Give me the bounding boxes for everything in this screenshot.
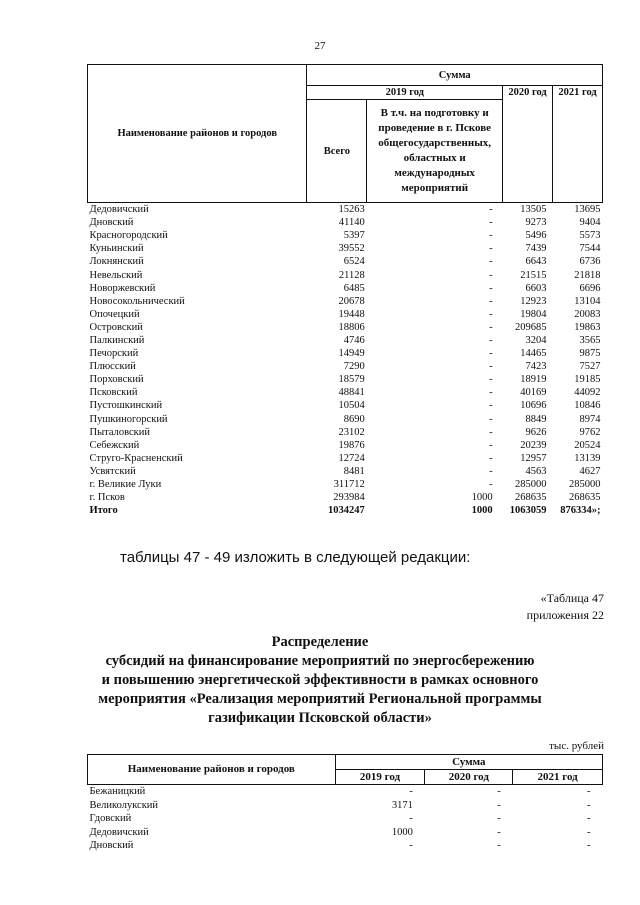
value-2019-total: 19876 [338, 439, 365, 451]
value-2020: - [497, 826, 501, 838]
value-2021: 13139 [574, 452, 601, 464]
value-2020: 5496 [525, 230, 547, 242]
value-2019-total: 6485 [343, 282, 365, 294]
gasification-subsidy-table [87, 754, 603, 853]
value-2021: 6696 [579, 282, 601, 294]
table-row [88, 785, 603, 799]
header-year-2020: 2020 год [503, 86, 553, 203]
value-2021: 5573 [579, 230, 601, 242]
table-row [88, 465, 603, 478]
value-2020: 1063059 [509, 505, 547, 517]
heading-line4: мероприятия «Реализация мероприятий Региональной программы [98, 691, 542, 707]
value-2019-total: 5397 [343, 230, 365, 242]
header-including-events: В т.ч. на подготовку и проведение в г. Пскове общегосударственных, областных и международных мероприятий [367, 100, 503, 203]
value-2021: 3565 [579, 334, 601, 346]
value-2019: - [409, 813, 413, 825]
district-name: Островский [89, 321, 143, 333]
value-2019-events: - [489, 348, 493, 360]
value-2019-total: 8690 [343, 413, 365, 425]
district-name: Усвятский [89, 465, 136, 477]
value-2020: 40169 [520, 387, 547, 399]
value-2021: 9875 [579, 348, 601, 360]
table-row [88, 229, 603, 242]
district-name: Пушкиногорский [89, 413, 168, 425]
district-name: Дедовичский [89, 826, 149, 838]
district-name: г. Псков [89, 492, 125, 504]
header-total: Всего [307, 100, 367, 203]
heading-line3: и повышению энергетической эффективности в рамках основного [101, 672, 539, 688]
value-2019-total: 6524 [343, 256, 365, 268]
value-2019-events: - [489, 321, 493, 333]
value-2019-events: 1000 [471, 505, 493, 517]
table-label-line2: приложения 22 [526, 608, 604, 622]
value-2019-total: 293984 [333, 492, 365, 504]
heading-line2: субсидий на финансирование мероприятий по энергосбережению [105, 653, 535, 669]
value-2021: 4627 [579, 465, 601, 477]
value-2021: 9762 [579, 426, 601, 438]
district-name: Бежаницкий [89, 786, 146, 798]
table-row [88, 491, 603, 504]
t2-header-sum: Сумма [335, 755, 602, 770]
value-2019-events: - [489, 243, 493, 255]
value-2020: 20239 [520, 439, 547, 451]
value-2020: 19804 [520, 308, 547, 320]
value-2019-events: - [489, 374, 493, 386]
value-2021: 285000 [569, 479, 601, 491]
table-row [88, 826, 603, 840]
value-2021: 7544 [579, 243, 601, 255]
value-2019-total: 18579 [338, 374, 365, 386]
value-2019-total: 18806 [338, 321, 365, 333]
value-2020: 4563 [525, 465, 547, 477]
table-row [88, 839, 603, 853]
value-2021: 876334»; [560, 505, 601, 517]
district-name: Дновский [89, 840, 134, 852]
heading-line1: Распределение [271, 634, 369, 650]
value-2021: 21818 [574, 269, 601, 281]
value-2020: 6643 [525, 256, 547, 268]
table-row [88, 203, 603, 217]
subsidy-table-main [87, 64, 603, 517]
value-2021: - [587, 786, 591, 798]
table-row [88, 295, 603, 308]
table-row [88, 386, 603, 399]
value-2019-events: - [489, 452, 493, 464]
value-2019-total: 8481 [343, 465, 365, 477]
value-2019: 1000 [391, 826, 413, 838]
value-2021: 20083 [574, 308, 601, 320]
value-2020: 285000 [515, 479, 547, 491]
table-row [88, 360, 603, 373]
value-2020: 12957 [520, 452, 547, 464]
value-2021: 9404 [579, 217, 601, 229]
value-2019-events: - [489, 308, 493, 320]
value-2021: 8974 [579, 413, 601, 425]
value-2020: - [497, 799, 501, 811]
value-2019: - [409, 840, 413, 852]
table-heading [0, 633, 640, 728]
value-2021: 6736 [579, 256, 601, 268]
table-row [88, 347, 603, 360]
value-2020: 10696 [520, 400, 547, 412]
value-2019-events: - [489, 295, 493, 307]
value-2019-total: 4746 [343, 334, 365, 346]
district-name: Порховский [89, 374, 144, 386]
value-2019-events: - [489, 256, 493, 268]
district-name: Дедовичский [89, 204, 149, 216]
table-label-line1: «Таблица 47 [540, 591, 604, 605]
table-row [88, 268, 603, 281]
table-row [88, 255, 603, 268]
value-2019-events: - [489, 413, 493, 425]
header-year-2019: 2019 год [307, 86, 503, 100]
value-2019-events: - [489, 439, 493, 451]
value-2021: 13104 [574, 295, 601, 307]
value-2019-events: - [489, 361, 493, 373]
district-name: Красногородский [89, 230, 168, 242]
header-sum: Сумма [307, 65, 603, 86]
value-2021: 10846 [574, 400, 601, 412]
value-2020: 7423 [525, 361, 547, 373]
table-row [88, 799, 603, 813]
value-2019-total: 10504 [338, 400, 365, 412]
district-name: Псковский [89, 387, 138, 399]
district-name: Дновский [89, 217, 134, 229]
district-name: Опочецкий [89, 308, 140, 320]
value-2019-events: - [489, 230, 493, 242]
value-2019-total: 23102 [338, 426, 365, 438]
value-2020: 9626 [525, 426, 547, 438]
t2-header-year-2021: 2021 год [513, 770, 603, 785]
table-row [88, 282, 603, 295]
table1-body [88, 203, 603, 518]
district-name: Плюсский [89, 361, 136, 373]
district-name: Пустошкинский [89, 400, 163, 412]
table-row [88, 242, 603, 255]
value-2021: - [587, 813, 591, 825]
table-row [88, 373, 603, 386]
table-row [88, 478, 603, 491]
value-2020: - [497, 813, 501, 825]
value-2019-total: 311712 [333, 479, 365, 491]
value-2019-total: 14949 [338, 348, 365, 360]
value-2019-total: 19448 [338, 308, 365, 320]
value-2021: - [587, 799, 591, 811]
table2-body [88, 785, 603, 853]
header-year-2021: 2021 год [553, 86, 603, 203]
value-2020: 12923 [520, 295, 547, 307]
table-label [527, 590, 604, 624]
value-2020: 6603 [525, 282, 547, 294]
value-2020: 8849 [525, 413, 547, 425]
intro-text: таблицы 47 - 49 изложить в следующей редакции: [120, 549, 471, 566]
value-2019-events: - [489, 426, 493, 438]
district-name: Новоржевский [89, 282, 156, 294]
value-2021: 13695 [574, 204, 601, 216]
value-2019-total: 1034247 [328, 505, 365, 517]
value-2019-events: - [489, 282, 493, 294]
units-label: тыс. рублей [549, 740, 604, 752]
table-row [88, 439, 603, 452]
district-name: Пыталовский [89, 426, 150, 438]
heading-line5: газификации Псковской области» [208, 710, 432, 726]
value-2019-total: 7290 [343, 361, 365, 373]
district-name: г. Великие Луки [89, 479, 162, 491]
value-2021: - [587, 840, 591, 852]
page-number: 27 [314, 40, 326, 52]
table-row [88, 334, 603, 347]
value-2020: - [497, 840, 501, 852]
value-2020: 7439 [525, 243, 547, 255]
t2-header-year-2019: 2019 год [335, 770, 425, 785]
value-2021: - [587, 826, 591, 838]
district-name: Гдовский [89, 813, 132, 825]
value-2019-events: - [489, 269, 493, 281]
district-name: Струго-Красненский [89, 452, 183, 464]
value-2020: - [497, 786, 501, 798]
table-total-row [88, 504, 603, 517]
table-row [88, 308, 603, 321]
table-row [88, 812, 603, 826]
value-2019-events: - [489, 400, 493, 412]
value-2020: 21515 [520, 269, 547, 281]
table-row [88, 452, 603, 465]
value-2021: 44092 [574, 387, 601, 399]
value-2019: - [409, 786, 413, 798]
table-row [88, 426, 603, 439]
table-row [88, 321, 603, 334]
district-name: Куньинский [89, 243, 144, 255]
value-2019-total: 12724 [338, 452, 365, 464]
district-name: Великолукский [89, 799, 159, 811]
value-2021: 20524 [574, 439, 601, 451]
value-2020: 13505 [520, 204, 547, 216]
district-name: Новосокольнический [89, 295, 185, 307]
t2-header-name-column: Наименование районов и городов [88, 755, 336, 785]
value-2021: 19185 [574, 374, 601, 386]
district-name: Невельский [89, 269, 143, 281]
value-2020: 14465 [520, 348, 547, 360]
value-2019: 3171 [391, 799, 413, 811]
district-name: Себежский [89, 439, 140, 451]
value-2019-events: - [489, 204, 493, 216]
t2-header-year-2020: 2020 год [425, 770, 513, 785]
value-2020: 9273 [525, 217, 547, 229]
value-2020: 18919 [520, 374, 547, 386]
district-name: Локнянский [89, 256, 144, 268]
value-2021: 19863 [574, 321, 601, 333]
table-row [88, 216, 603, 229]
value-2019-total: 41140 [338, 217, 365, 229]
table-row [88, 399, 603, 412]
value-2020: 268635 [515, 492, 547, 504]
value-2021: 268635 [569, 492, 601, 504]
district-name: Печорский [89, 348, 139, 360]
district-name: Итого [89, 505, 118, 517]
value-2020: 209685 [515, 321, 547, 333]
value-2019-events: - [489, 217, 493, 229]
value-2019-events: - [489, 465, 493, 477]
value-2019-total: 21128 [338, 269, 365, 281]
value-2019-events: - [489, 387, 493, 399]
value-2021: 7527 [579, 361, 601, 373]
value-2019-events: - [489, 334, 493, 346]
district-name: Палкинский [89, 334, 145, 346]
value-2019-events: 1000 [471, 492, 493, 504]
value-2019-total: 48841 [338, 387, 365, 399]
value-2020: 3204 [525, 334, 547, 346]
value-2019-events: - [489, 479, 493, 491]
value-2019-total: 15263 [338, 204, 365, 216]
table-row [88, 413, 603, 426]
header-name-column: Наименование районов и городов [88, 65, 307, 203]
value-2019-total: 39552 [338, 243, 365, 255]
value-2019-total: 20678 [338, 295, 365, 307]
